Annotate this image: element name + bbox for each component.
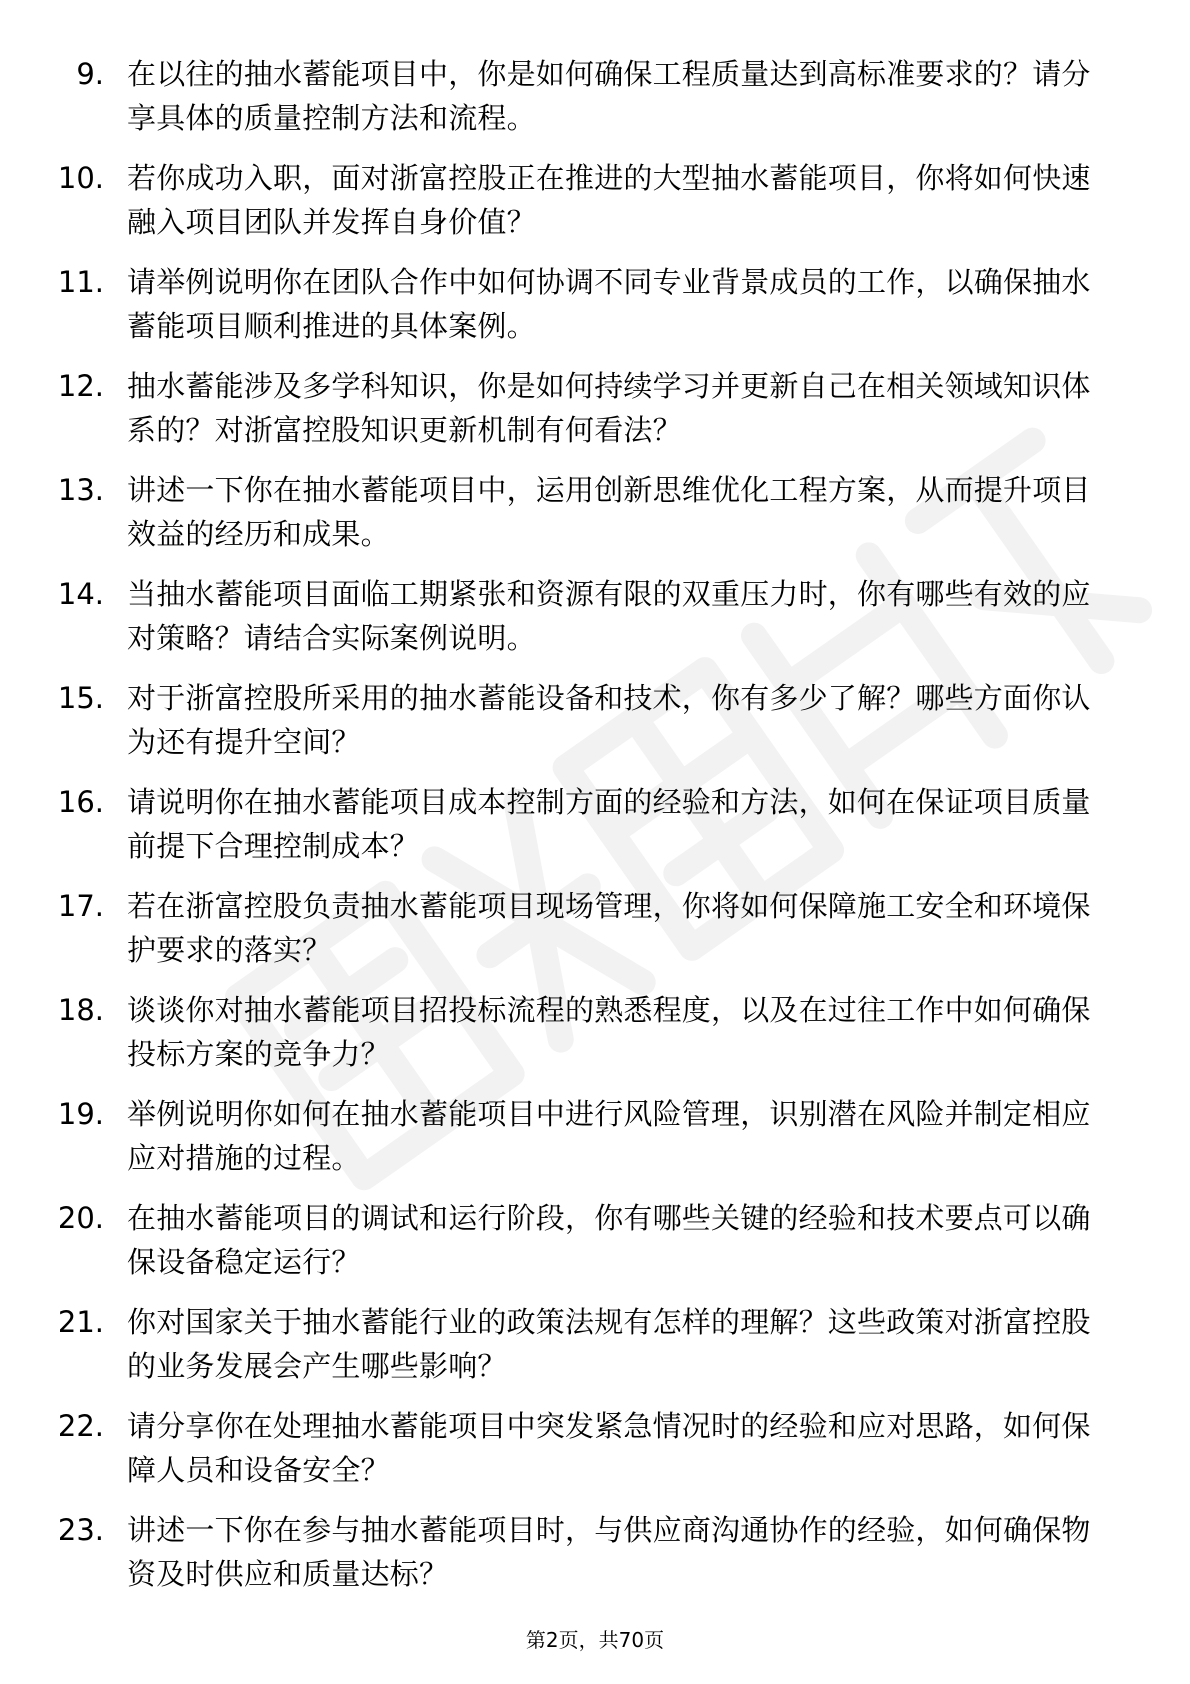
question-number: 17. — [57, 889, 104, 923]
question-item — [0, 1396, 1190, 1500]
question-number: 19. — [57, 1097, 104, 1131]
question-number: 15. — [57, 681, 104, 715]
question-number: 16. — [57, 785, 104, 819]
question-text: 若你成功入职，面对浙富控股正在推进的大型抽水蓄能项目，你将如何快速融入项目团队并发挥自身价值？ — [127, 161, 1091, 239]
question-item — [0, 772, 1190, 876]
question-text: 举例说明你如何在抽水蓄能项目中进行风险管理，识别潜在风险并制定相应应对措施的过程。 — [127, 1097, 1091, 1175]
question-number: 21. — [57, 1305, 104, 1339]
question-text: 请说明你在抽水蓄能项目成本控制方面的经验和方法，如何在保证项目质量前提下合理控制成本？ — [127, 785, 1091, 863]
question-item — [0, 564, 1190, 668]
question-text: 你对国家关于抽水蓄能行业的政策法规有怎样的理解？这些政策对浙富控股的业务发展会产生哪些影响？ — [127, 1305, 1091, 1383]
question-text: 讲述一下你在抽水蓄能项目中，运用创新思维优化工程方案，从而提升项目效益的经历和成果。 — [127, 473, 1091, 551]
question-text: 当抽水蓄能项目面临工期紧张和资源有限的双重压力时，你有哪些有效的应对策略？请结合实际案例说明。 — [127, 577, 1091, 655]
question-number: 22. — [57, 1409, 104, 1443]
question-text: 讲述一下你在参与抽水蓄能项目时，与供应商沟通协作的经验，如何确保物资及时供应和质量达标？ — [127, 1513, 1091, 1591]
question-item — [0, 44, 1190, 148]
question-text: 谈谈你对抽水蓄能项目招投标流程的熟悉程度，以及在过往工作中如何确保投标方案的竞争力？ — [127, 993, 1091, 1071]
question-item — [0, 252, 1190, 356]
question-number: 20. — [57, 1201, 104, 1235]
question-list — [0, 44, 1190, 1604]
question-number: 18. — [57, 993, 104, 1027]
question-item — [0, 1084, 1190, 1188]
question-number: 14. — [57, 577, 104, 611]
question-text: 请举例说明你在团队合作中如何协调不同专业背景成员的工作，以确保抽水蓄能项目顺利推进的具体案例。 — [127, 265, 1091, 343]
question-item — [0, 668, 1190, 772]
question-item — [0, 356, 1190, 460]
question-number: 23. — [57, 1513, 104, 1547]
question-number: 9. — [76, 57, 104, 91]
question-number: 13. — [57, 473, 104, 507]
question-item — [0, 876, 1190, 980]
question-number: 12. — [57, 369, 104, 403]
question-text: 对于浙富控股所采用的抽水蓄能设备和技术，你有多少了解？哪些方面你认为还有提升空间？ — [127, 681, 1091, 759]
page-footer: 第2页，共70页 — [525, 1628, 665, 1652]
question-text: 在抽水蓄能项目的调试和运行阶段，你有哪些关键的经验和技术要点可以确保设备稳定运行？ — [127, 1201, 1091, 1279]
question-number: 10. — [57, 161, 104, 195]
question-text: 抽水蓄能涉及多学科知识，你是如何持续学习并更新自己在相关领域知识体系的？对浙富控股知识更新机制有何看法？ — [127, 369, 1091, 447]
question-item — [0, 1188, 1190, 1292]
question-item — [0, 1292, 1190, 1396]
question-text: 请分享你在处理抽水蓄能项目中突发紧急情况时的经验和应对思路，如何保障人员和设备安全？ — [127, 1409, 1091, 1487]
question-text: 若在浙富控股负责抽水蓄能项目现场管理，你将如何保障施工安全和环境保护要求的落实？ — [127, 889, 1091, 967]
question-item — [0, 460, 1190, 564]
question-item — [0, 148, 1190, 252]
question-item — [0, 1500, 1190, 1604]
question-item — [0, 980, 1190, 1084]
question-text: 在以往的抽水蓄能项目中，你是如何确保工程质量达到高标准要求的？请分享具体的质量控制方法和流程。 — [127, 57, 1091, 135]
question-number: 11. — [57, 265, 104, 299]
